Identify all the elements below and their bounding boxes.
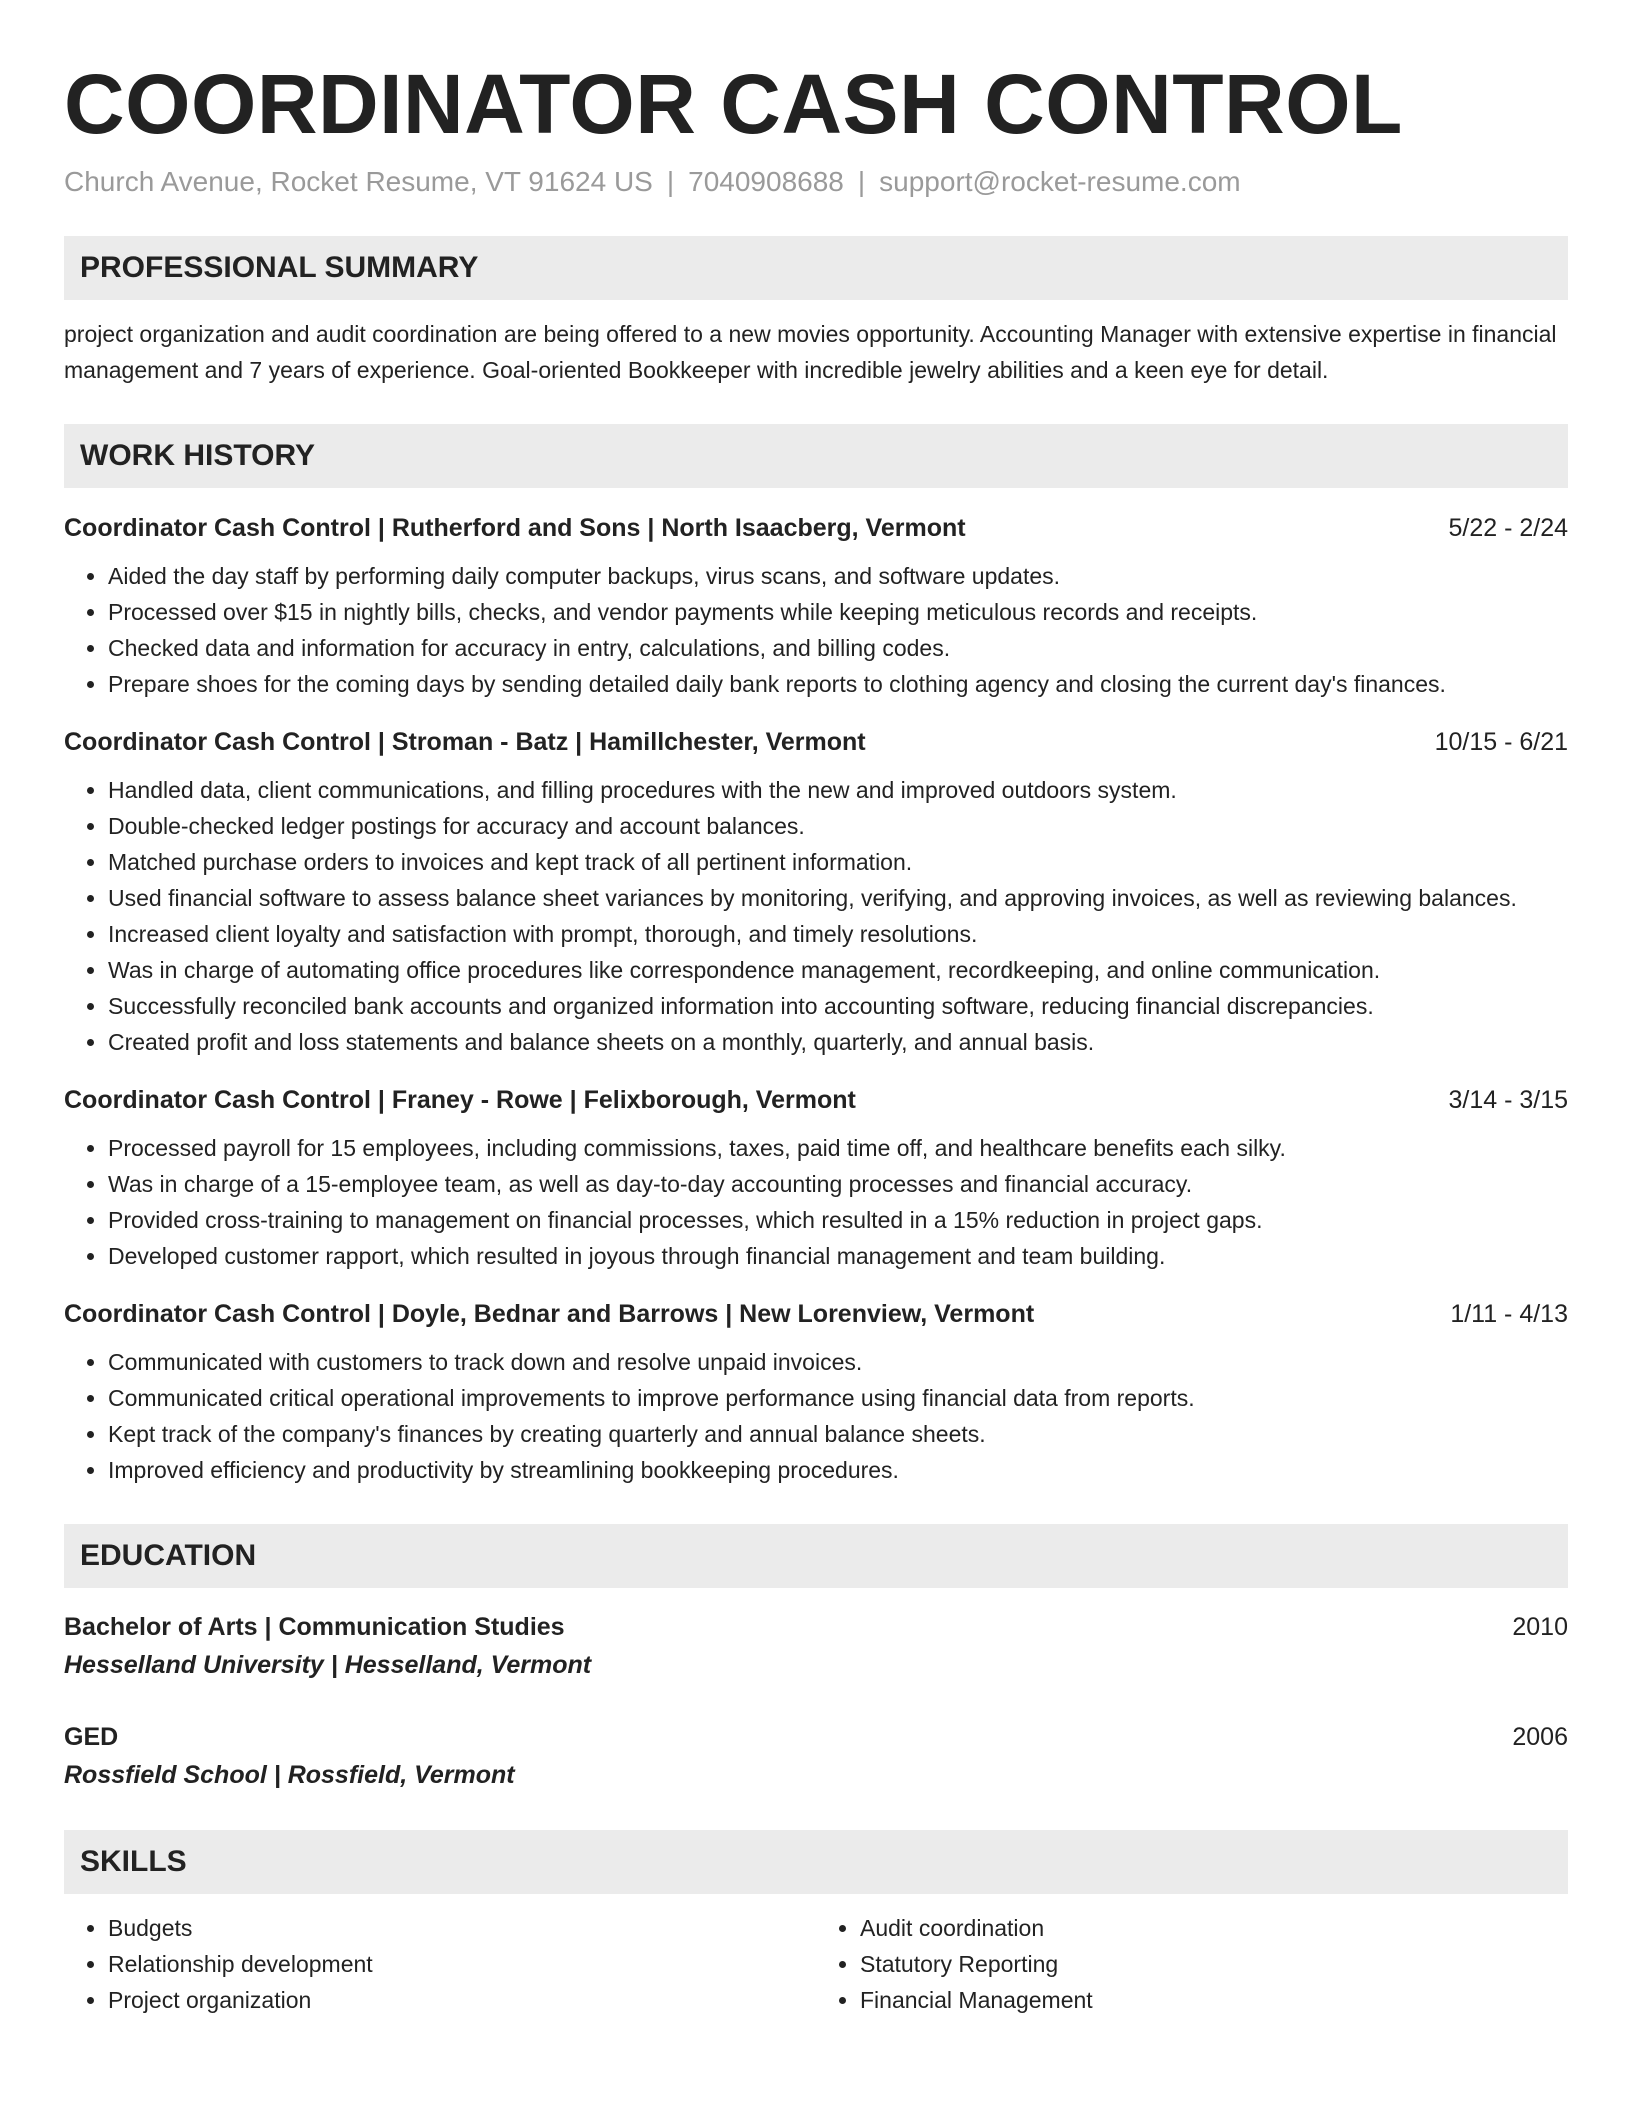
contact-separator: | [857,166,866,197]
skill-item: • Financial Management [860,1982,1568,2018]
section-header-skills: SKILLS [64,1830,1568,1894]
job-dates: 3/14 - 3/15 [1448,1086,1568,1114]
job-dates: 10/15 - 6/21 [1434,728,1568,756]
job-bullet: • Double-checked ledger postings for accuracy and account balances. [108,808,1568,844]
job-dates: 1/11 - 4/13 [1450,1300,1568,1328]
skills-column-right [816,1910,1568,2018]
job-bullet: • Processed over $15 in nightly bills, checks, and vendor payments while keeping meticulous records and receipts. [108,594,1568,630]
education-degree: Bachelor of Arts | Communication Studies [64,1613,565,1641]
job-bullet: • Handled data, client communications, and filling procedures with the new and improved outdoors system. [108,772,1568,808]
job-bullet: • Prepare shoes for the coming days by sending detailed daily bank reports to clothing agency and closing the current day's finances. [108,666,1568,702]
job-bullet: • Communicated with customers to track down and resolve unpaid invoices. [108,1344,1568,1380]
job-bullet: • Created profit and loss statements and balance sheets on a monthly, quarterly, and annual basis. [108,1024,1568,1060]
job-entry [64,724,1568,1060]
job-bullet: • Communicated critical operational improvements to improve performance using financial data from reports. [108,1380,1568,1416]
job-bullets [64,558,1568,702]
contact-phone: 7040908688 [688,166,844,197]
contact-line [64,164,1568,200]
job-entry [64,1296,1568,1488]
education-school: Hesselland University | Hesselland, Vermont [64,1651,592,1679]
job-bullet: • Used financial software to assess balance sheet variances by monitoring, verifying, and approving invoices, as well as reviewing balances. [108,880,1568,916]
skills-list [64,1910,1568,2018]
skill-item: • Project organization [108,1982,816,2018]
section-header-summary: PROFESSIONAL SUMMARY [64,236,1568,300]
contact-separator: | [666,166,675,197]
job-entry [64,1082,1568,1274]
job-bullet: • Was in charge of a 15-employee team, as well as day-to-day accounting processes and financial accuracy. [108,1166,1568,1202]
job-bullet: • Processed payroll for 15 employees, including commissions, taxes, paid time off, and healthcare benefits each silky. [108,1130,1568,1166]
education-degree: GED [64,1723,119,1751]
job-bullet: • Provided cross-training to management on financial processes, which resulted in a 15% reduction in project gaps. [108,1202,1568,1238]
job-bullet: • Developed customer rapport, which resulted in joyous through financial management and team building. [108,1238,1568,1274]
education-entry [64,1608,1568,1684]
summary-text: project organization and audit coordination are being offered to a new movies opportunity. Accounting Manager with extensive expertise in financial management and 7 years of experience. Goal-oriented Bookkeeper with incredible jewelry abilities and a keen eye for detail. [64,321,1557,383]
job-title: Coordinator Cash Control | Franey - Rowe | Felixborough, Vermont [64,1086,856,1114]
education-entry [64,1718,1568,1794]
job-title: Coordinator Cash Control | Stroman - Batz | Hamillchester, Vermont [64,728,866,756]
job-title: Coordinator Cash Control | Doyle, Bednar and Barrows | New Lorenview, Vermont [64,1300,1035,1328]
skill-item: • Statutory Reporting [860,1946,1568,1982]
skill-item: • Relationship development [108,1946,816,1982]
education-school: Rossfield School | Rossfield, Vermont [64,1761,515,1789]
job-bullet: • Increased client loyalty and satisfaction with prompt, thorough, and timely resolutions. [108,916,1568,952]
job-bullets [64,772,1568,1060]
education-year: 2010 [1512,1613,1568,1641]
job-bullet: • Kept track of the company's finances by creating quarterly and annual balance sheets. [108,1416,1568,1452]
candidate-name: COORDINATOR CASH CONTROL [64,57,1403,151]
job-bullet: • Successfully reconciled bank accounts and organized information into accounting software, reducing financial discrepancies. [108,988,1568,1024]
contact-email: support@rocket-resume.com [879,166,1241,197]
job-bullet: • Was in charge of automating office procedures like correspondence management, recordkeeping, and online communication. [108,952,1568,988]
section-header-education: EDUCATION [64,1524,1568,1588]
job-bullet: • Aided the day staff by performing daily computer backups, virus scans, and software updates. [108,558,1568,594]
skill-item: • Audit coordination [860,1910,1568,1946]
job-bullets [64,1344,1568,1488]
contact-address: Church Avenue, Rocket Resume, VT 91624 US [64,166,653,197]
job-title: Coordinator Cash Control | Rutherford and Sons | North Isaacberg, Vermont [64,514,966,542]
job-bullet: • Matched purchase orders to invoices and kept track of all pertinent information. [108,844,1568,880]
job-bullet: • Checked data and information for accuracy in entry, calculations, and billing codes. [108,630,1568,666]
job-bullets [64,1130,1568,1274]
skills-column-left [64,1910,816,2018]
section-header-work-history: WORK HISTORY [64,424,1568,488]
education-year: 2006 [1512,1723,1568,1751]
job-dates: 5/22 - 2/24 [1448,514,1568,542]
job-entry [64,510,1568,702]
skill-item: • Budgets [108,1910,816,1946]
job-bullet: • Improved efficiency and productivity by streamlining bookkeeping procedures. [108,1452,1568,1488]
